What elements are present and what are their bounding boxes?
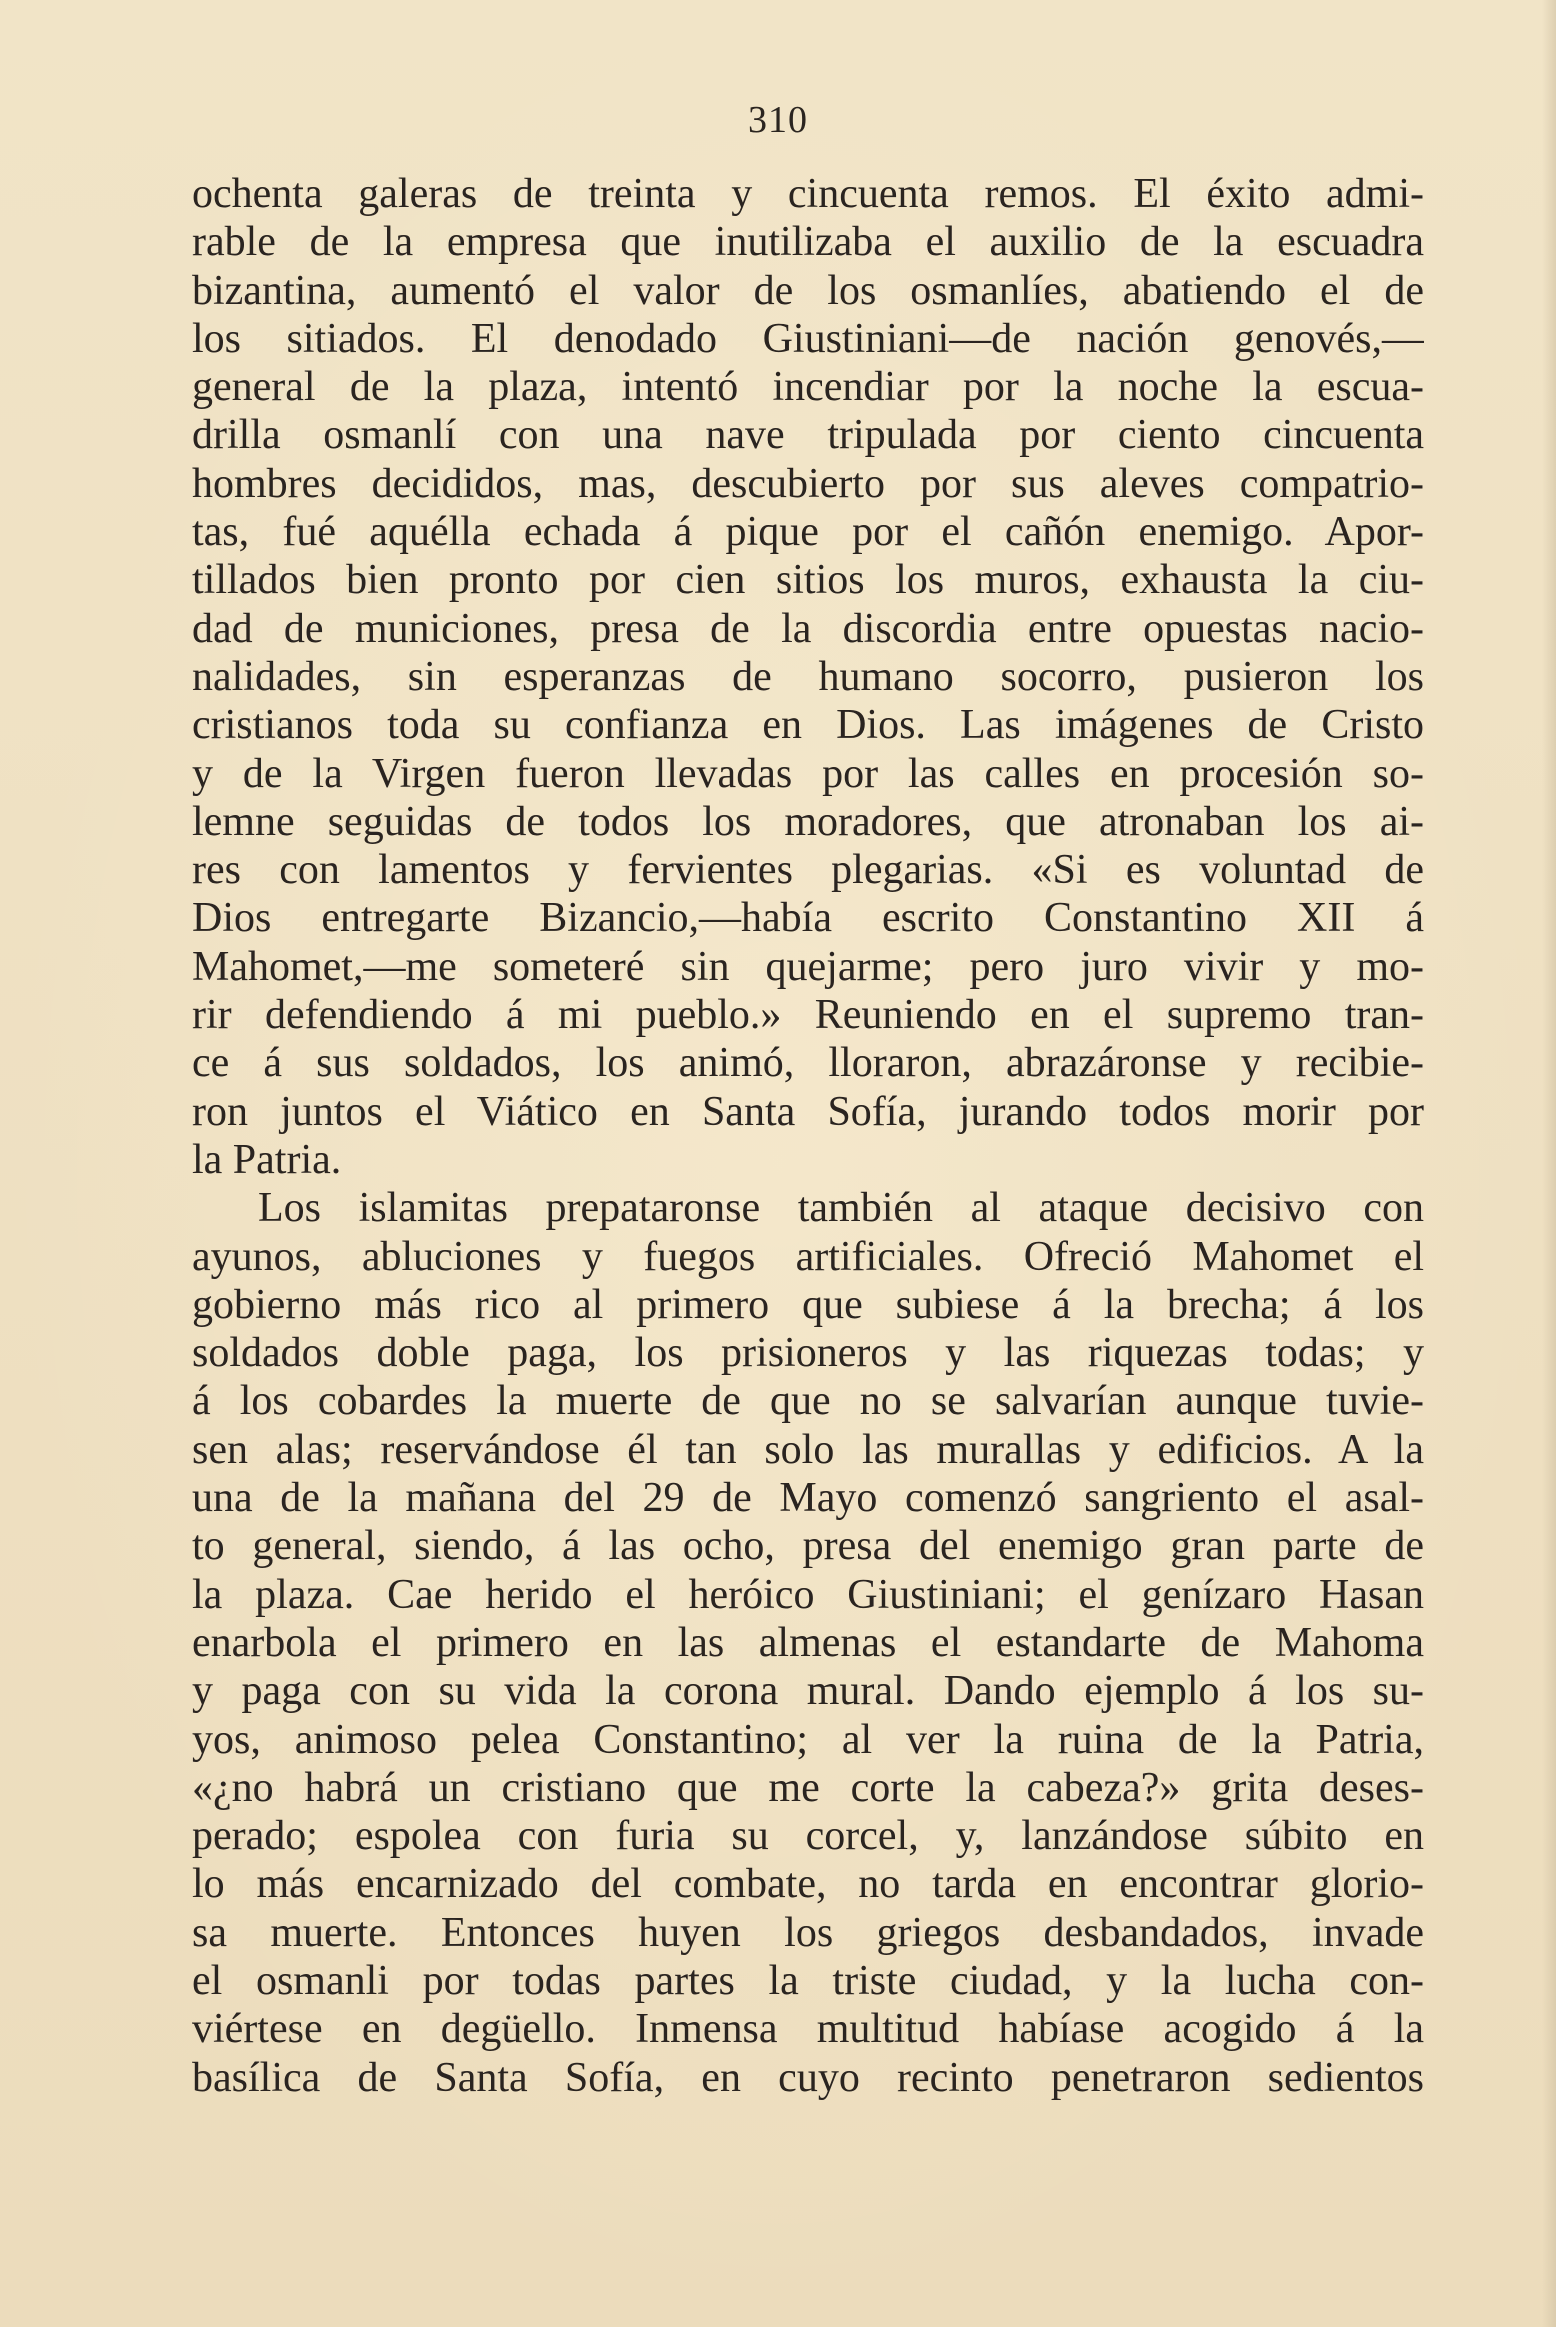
text-line: rir defendiendo á mi pueblo.» Reuniendo en el supremo tran- xyxy=(192,992,1424,1039)
text-line: bizantina, aumentó el valor de los osmanlíes, abatiendo el de xyxy=(192,267,1424,314)
text-line: el osmanli por todas partes la triste ciudad, y la lucha con- xyxy=(192,1957,1424,2004)
text-line: y de la Virgen fueron llevadas por las calles en procesión so- xyxy=(192,750,1424,797)
text-line: Mahomet,—me someteré sin quejarme; pero juro vivir y mo- xyxy=(192,943,1424,990)
text-line: perado; espolea con furia su corcel, y, lanzándose súbito en xyxy=(192,1813,1424,1860)
text-line: ayunos, abluciones y fuegos artificiales. Ofreció Mahomet el xyxy=(192,1233,1424,1280)
text-line: hombres decididos, mas, descubierto por sus aleves compatrio- xyxy=(192,460,1424,507)
text-line: to general, siendo, á las ocho, presa del enemigo gran parte de xyxy=(192,1523,1424,1570)
text-line: soldados doble paga, los prisioneros y las riquezas todas; y xyxy=(192,1330,1424,1377)
text-line: tillados bien pronto por cien sitios los muros, exhausta la ciu- xyxy=(192,557,1424,604)
text-line: lemne seguidas de todos los moradores, que atronaban los ai- xyxy=(192,798,1424,845)
text-line: enarbola el primero en las almenas el estandarte de Mahoma xyxy=(192,1619,1424,1666)
paragraph-end-line: la Patria. xyxy=(192,1136,342,1183)
text-line: «¿no habrá un cristiano que me corte la cabeza?» grita deses- xyxy=(192,1764,1424,1811)
text-line: y paga con su vida la corona mural. Dando ejemplo á los su- xyxy=(192,1668,1424,1715)
text-line: cristianos toda su confianza en Dios. Las imágenes de Cristo xyxy=(192,702,1424,749)
text-line: res con lamentos y fervientes plegarias. «Si es voluntad de xyxy=(192,847,1424,894)
text-line: ron juntos el Viático en Santa Sofía, jurando todos morir por xyxy=(192,1088,1424,1135)
text-line: lo más encarnizado del combate, no tarda en encontrar glorio- xyxy=(192,1861,1424,1908)
text-line: yos, animoso pelea Constantino; al ver la ruina de la Patria, xyxy=(192,1716,1424,1763)
text-line: ochenta galeras de treinta y cincuenta remos. El éxito admi- xyxy=(192,171,1424,217)
body-text xyxy=(192,170,1424,2102)
text-line: los sitiados. El denodado Giustiniani—de nación genovés,— xyxy=(192,315,1424,362)
page-number: 310 xyxy=(748,99,808,141)
text-line: general de la plaza, intentó incendiar por la noche la escua- xyxy=(192,364,1424,411)
text-line: á los cobardes la muerte de que no se salvarían aunque tuvie- xyxy=(192,1378,1424,1425)
text-line: una de la mañana del 29 de Mayo comenzó sangriento el asal- xyxy=(192,1475,1424,1522)
text-line: gobierno más rico al primero que subiese á la brecha; á los xyxy=(192,1281,1424,1328)
text-line: sa muerte. Entonces huyen los griegos desbandados, invade xyxy=(192,1909,1424,1956)
page-edge-shadow xyxy=(1542,0,1556,2327)
text-line: drilla osmanlí con una nave tripulada por ciento cincuenta xyxy=(192,412,1424,459)
text-line: viértese en degüello. Inmensa multitud habíase acogido á la xyxy=(192,2006,1424,2053)
text-line: dad de municiones, presa de la discordia entre opuestas nacio- xyxy=(192,605,1424,652)
text-line: sen alas; reservándose él tan solo las murallas y edificios. A la xyxy=(192,1426,1424,1473)
text-line: Dios entregarte Bizancio,—había escrito Constantino XII á xyxy=(192,895,1424,942)
text-line: tas, fué aquélla echada á pique por el cañón enemigo. Apor- xyxy=(192,509,1424,556)
text-line: rable de la empresa que inutilizaba el auxilio de la escuadra xyxy=(192,219,1424,266)
text-line: ce á sus soldados, los animó, lloraron, abrazáronse y recibie- xyxy=(192,1040,1424,1087)
text-line: nalidades, sin esperanzas de humano socorro, pusieron los xyxy=(192,653,1424,700)
text-line: basílica de Santa Sofía, en cuyo recinto penetraron sedientos xyxy=(192,2054,1424,2101)
text-line: la plaza. Cae herido el heróico Giustiniani; el genízaro Hasan xyxy=(192,1571,1424,1618)
paragraph-start-line: Los islamitas prepataronse también al ataque decisivo con xyxy=(258,1185,1424,1232)
